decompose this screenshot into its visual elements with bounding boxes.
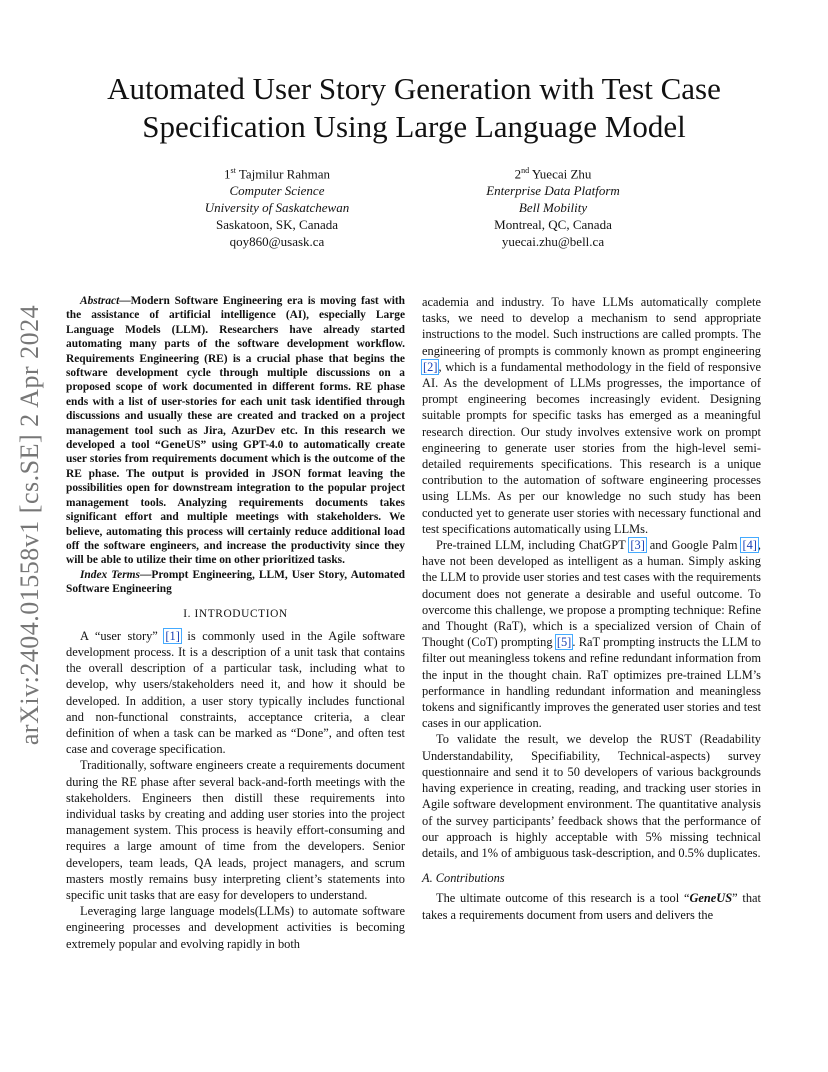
author-location: Montreal, QC, Canada [494,217,612,233]
paper-title [40,70,788,146]
citation-link[interactable]: [1] [165,628,180,643]
citation-link[interactable]: [4] [742,538,757,553]
author-location: Saskatoon, SK, Canada [215,217,339,233]
author-dept: Enterprise Data Platform [486,183,620,199]
left-column [66,294,405,952]
right-paragraph-2: Pre-trained LLM, including ChatGPT [3] and Google Palm [4], have not been developed as intelligent as a human. Simply asking the LLM to provide user stories and test cases with the requirements document does not generate a desirable and useful outcome. To overcome this challenge, we propose a prompting technique: Refine and Thought (RaT), which is a specialized version of Chain of Thought (CoT) prompting [5]. RaT prompting instructs the LLM to filter out meaningless tokens and refine redundant information from the input in the thought chain. RaT optimizes pre-trained LLM’s performance in handling redundant information and meaningless tokens and significantly improves the generated user stories and test cases in our application. [422,538,762,731]
author-email: qoy860@usask.ca [229,234,325,250]
arxiv-id: arXiv:2404.01558v1 [cs.SE] 2 Apr 2024 [15,304,44,746]
author-org: Bell Mobility [518,200,588,216]
author-dept: Computer Science [229,183,325,199]
citation-link[interactable]: [3] [630,538,645,553]
citation-link[interactable]: [2] [423,359,438,374]
right-paragraph-1: academia and industry. To have LLMs automatically complete tasks, we need to develop a mechanism to send appropriate instructions to the model. Such instructions are called prompts. The engineering of prompts is commonly known as prompt engineering [2], which is a fundamental methodology in the field of responsive AI. As the development of LLMs progresses, the importance of prompt engineering becomes increasingly evident. Designing suitable prompts for specific tasks has emerged as a meaningful research direction. Our study involves extensive work on prompt engineering to generate user stories from the high-level semi-detailed requirements specifications. This research is a unique contribution to the automation of software engineering processes using LLMs. As per our knowledge no such study has been conducted yet to generate user stories with necessary functional and test specifications automatically using LLMs. [422,295,761,536]
tool-name: GeneUS [689,891,733,906]
author-name: 1st Tajmilur Rahman [223,166,330,182]
right-paragraph-3: To validate the result, we develop the RUST (Readability Understandability, Specifiability, Technical-aspects) survey questionnaire and send it to 50 developers of various backgrounds having experience in creating, reading, and tracking user stories in Agile software development environment. The quantitative analysis of the survey participants’ feedback shows that the performance of our approach is highly acceptable with 5% missing technical details, and 1% of ambiguous task-description, and 0.5% duplicates. [422,732,761,860]
author-email: yuecai.zhu@bell.ca [501,234,605,250]
citation-link[interactable]: [5] [556,635,572,650]
author-org: University of Saskatchewan [204,200,350,216]
author-name: 2nd Yuecai Zhu [514,166,592,182]
intro-paragraph-3: Leveraging large language models(LLMs) to automate software engineering processes and development activities is becoming extremely popular and evolving rapidly in both [66,904,405,951]
intro-paragraph-2: Traditionally, software engineers create a requirements document during the RE phase after several back-and-forth meetings with the stakeholders. Engineers then distill these requirements into individual tasks by creating and adding user stories into the project management system. This process is heavily effort-consuming and requires a large amount of time from the developers. Senior developers, team leads, QA leads, project managers, and scrum masters mostly remains busy interpreting client’s statements into specific unit tasks that are easy for developers to understand. [66,758,405,902]
author-block-1 [147,162,407,250]
intro-paragraph-1: A “user story” [1] is commonly used in the Agile software development process. It is a description of a unit task that contains the overall description of a particular task, including what to develop, why users/stakeholders need it, and how it should be developed. In addition, a user story typically includes functional and non-functional constraints, acceptance criteria, a clear definition of when a task can be marked as “Done”, and often test case and coverage specification. [66,628,405,757]
arxiv-watermark [0,295,60,755]
subsection-heading-contributions: A. Contributions [422,871,505,886]
right-paragraph-4: The ultimate outcome of this research is a tool “GeneUS” that takes a requirements document from users and delivers the [422,891,761,922]
title-line-1: Automated User Story Generation with Test Case [107,71,721,106]
right-column [422,294,761,923]
index-terms: Index Terms—Prompt Engineering, LLM, User Story, Automated Software Engineering [66,568,405,596]
abstract: Abstract—Modern Software Engineering era is moving fast with the assistance of artificial intelligence (AI), especially Large Language Models (LLM). Researchers have already started automating many parts of the software development workflow. Requirements Engineering (RE) is a crucial phase that begins the software development cycle through multiple discussions on a proposed scope of work documented in different forms. RE phase ends with a list of user-stories for each unit task identified through discussions and usually these are created and tracked on a project management tool such as Jira, AzurDev etc. In this research we developed a tool “GeneUS” using GPT-4.0 to automatically create user stories from requirements document which is the outcome of the RE phase. The output is provided in JSON format leaving the possibilities open for downstream integration to the popular project management tools. Analyzing requirements documents takes significant effort and multiple meetings with stakeholders. We believe, automating this process will certainly reduce additional load off the software engineers, and increase the productivity since they will be able to utilize their time on other prioritized tasks. [66,295,405,567]
author-block-2 [423,162,683,250]
section-heading-introduction: I. INTRODUCTION [183,607,288,620]
title-line-2: Specification Using Large Language Model [142,109,686,144]
